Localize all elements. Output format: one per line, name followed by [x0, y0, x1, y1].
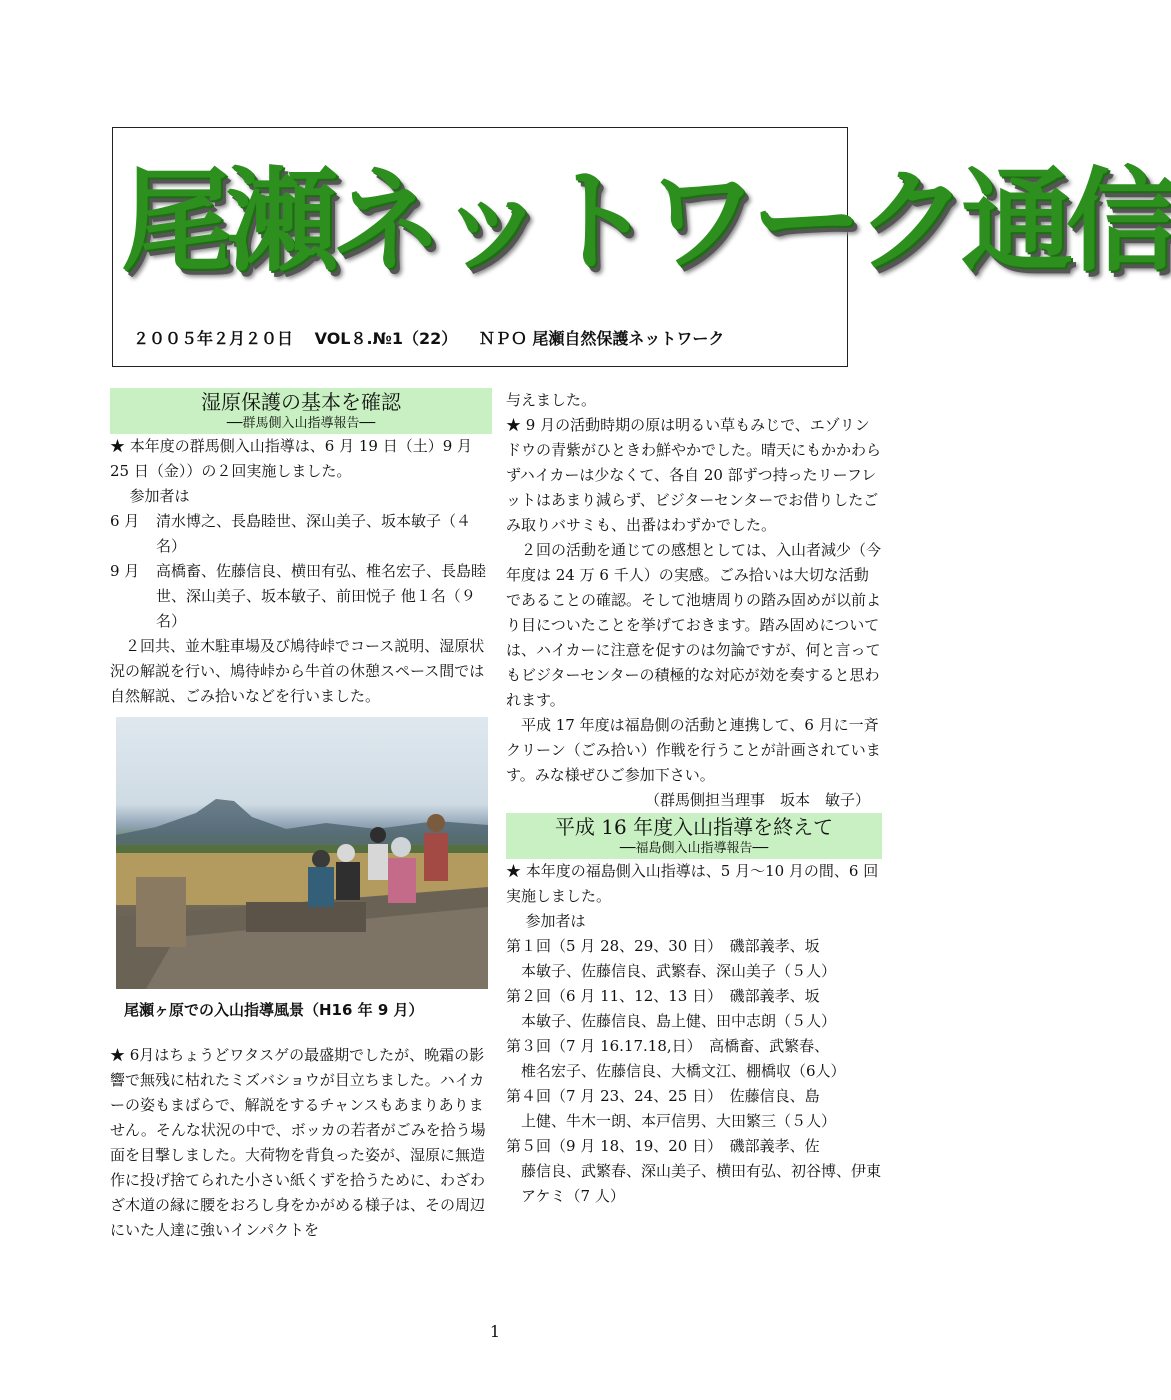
- event-heading: 第２回（6 月 11、12、13 日） 磯部義孝、坂: [506, 987, 820, 1005]
- article-subtitle-fukushima: ── 福島側入山指導報告 ──: [506, 840, 882, 859]
- newsletter-title: 尾瀬ネットワーク通信: [121, 157, 1171, 287]
- fukushima-intro: ★ 本年度の福島側入山指導は、5 月～10 月の間、6 回実施しました。: [506, 862, 879, 905]
- gunma-body-1: ２回共、並木駐車場及び鳩待峠でコース説明、湿原状況の解説を行い、鳩待峠から牛首の休憩スペース間では自然解説、ごみ拾いなどを行いました。: [110, 637, 485, 705]
- event-participants: 上健、牛木一朗、本戸信男、大田繁三（５人）: [521, 1112, 837, 1130]
- article-subtitle-gunma: ── 群馬側入山指導報告 ──: [110, 415, 492, 434]
- gunma-intro: ★ 本年度の群馬側入山指導は、6 月 19 日（土）9 月 25 日（金））の２回実施しました。: [110, 437, 473, 480]
- page-number: 1: [489, 1322, 501, 1341]
- participants-names: 高橋畜、佐藤信良、横田有弘、椎名宏子、長島睦世、深山美子、坂本敏子、前田悦子 他１名（９名）: [156, 562, 487, 630]
- right-column: [506, 388, 882, 1209]
- gunma-body-2: ★ 6月はちょうどワタスゲの最盛期でしたが、晩霜の影響で無残に枯れたミズバショウが目立ちました。ハイカーの姿もまばらで、解説をするチャンスもあまりありません。そんな状況の中で、ボッカの若者がごみを拾う場面を目撃しました。大荷物を背負った姿が、湿原に無造作に投げ捨てられた小さい紙くずを拾うために、わざわざ木道の縁に腰をおろし身をかがめる様子は、その周辺にいた人達に強いインパクトを: [110, 1046, 486, 1239]
- participants-month: 9 月: [110, 562, 140, 580]
- participants-row: [110, 509, 492, 559]
- guidance-event: [506, 1134, 882, 1209]
- masthead: [112, 127, 1171, 367]
- left-column: [110, 388, 492, 1243]
- photo-caption: 尾瀬ヶ原での入山指導風景（H16 年 9 月）: [124, 1001, 424, 1019]
- event-participants: 藤信良、武繁春、深山美子、横田有弘、初谷博、伊東アケミ（7 人）: [521, 1162, 882, 1205]
- participants-label: 参加者は: [525, 912, 586, 930]
- issue-info: [133, 326, 833, 349]
- guidance-event: [506, 934, 882, 984]
- publisher: ＮＰＯ 尾瀬自然保護ネットワーク: [478, 329, 725, 348]
- issue-date: ２００５年２月２０日: [133, 329, 294, 348]
- gunma-continuation: 与えました。: [506, 391, 597, 409]
- participants-names: 清水博之、長島睦世、深山美子、坂本敏子（４名）: [156, 512, 472, 555]
- photo-illustration: [116, 717, 488, 989]
- event-heading: 第５回（9 月 18、19、20 日） 磯部義孝、佐: [506, 1137, 820, 1155]
- article-title-gunma: 湿原保護の基本を確認: [110, 388, 492, 415]
- article-title-fukushima: 平成 16 年度入山指導を終えて: [506, 813, 882, 840]
- guidance-event: [506, 1084, 882, 1134]
- event-heading: 第１回（5 月 28、29、30 日） 磯部義孝、坂: [506, 937, 820, 955]
- event-participants: 本敏子、佐藤信良、武繁春、深山美子（５人）: [521, 962, 837, 980]
- guidance-event: [506, 1034, 882, 1084]
- issue-volume: VOL８.№1（22）: [314, 329, 458, 348]
- gunma-body-5: 平成 17 年度は福島側の活動と連携して、6 月に一斉クリーン（ごみ拾い）作戦を行うことが計画されています。みな様ぜひご参加下さい。: [506, 716, 881, 784]
- event-heading: 第３回（7 月 16.17.18,日） 高橋畜、武繁春、: [506, 1037, 830, 1055]
- event-participants: 椎名宏子、佐藤信良、大橋文江、棚橋収（6人）: [521, 1062, 846, 1080]
- participants-month: 6 月: [110, 512, 140, 530]
- author-signature: （群馬側担当理事 坂本 敏子）: [644, 791, 870, 809]
- field-guidance-photo: [116, 717, 488, 989]
- gunma-body-4: ２回の活動を通じての感想としては、入山者減少（今年度は 24 万 6 千人）の実感。ごみ拾いは大切な活動であることの確認。そして池塘周りの踏み固めが以前より目についたことを挙げておきます。踏み固めについては、ハイカーに注意を促すのは勿論ですが、何と言ってもビジターセンターの積極的な対応が効を奏すると思われます。: [506, 541, 882, 709]
- participants-label: 参加者は: [129, 487, 190, 505]
- event-participants: 本敏子、佐藤信良、島上健、田中志朗（５人）: [521, 1012, 837, 1030]
- guidance-event: [506, 984, 882, 1034]
- participants-row: [110, 559, 492, 634]
- event-heading: 第４回（7 月 23、24、25 日） 佐藤信良、島: [506, 1087, 820, 1105]
- gunma-body-3: ★ 9 月の活動時期の原は明るい草もみじで、エゾリンドウの青紫がひときわ鮮やかでした。晴天にもかかわらずハイカーは少なくて、各自 20 部ずつ持ったリーフレットはあまり減らず、ビジターセンターでお借りしたごみ取りバサミも、出番はわずかでした。: [506, 416, 882, 534]
